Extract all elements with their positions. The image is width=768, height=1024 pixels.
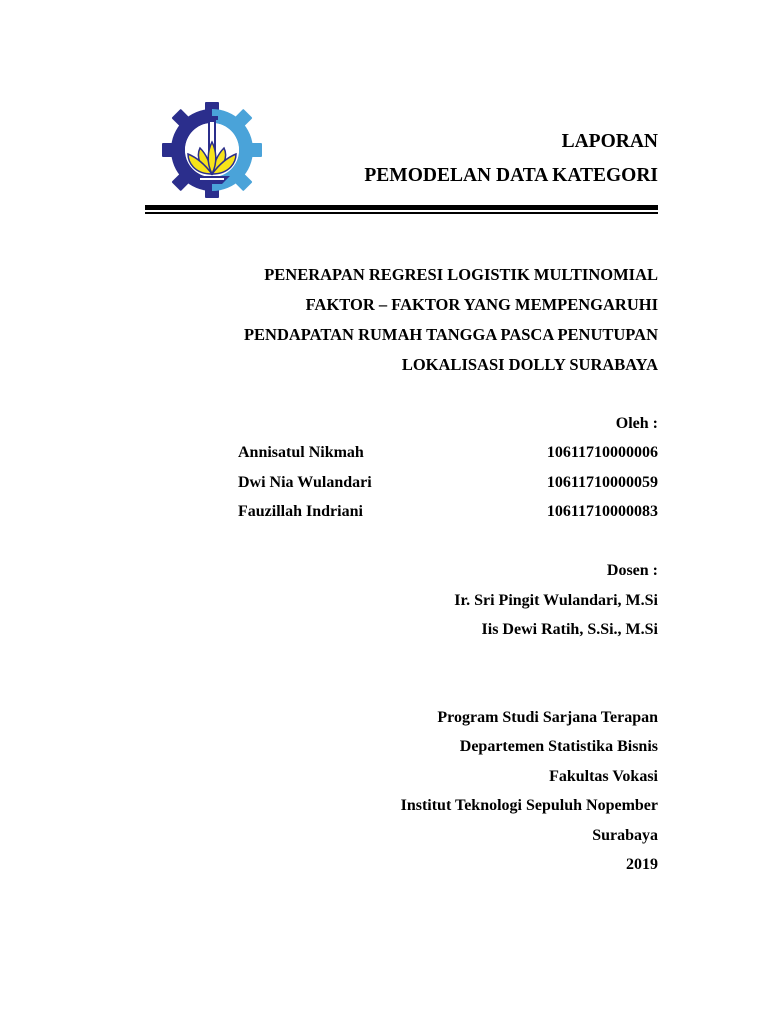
its-institution-logo-icon xyxy=(160,100,264,200)
course-title: PEMODELAN DATA KATEGORI xyxy=(364,165,658,186)
report-type-title: LAPORAN xyxy=(561,131,658,152)
city: Surabaya xyxy=(592,827,658,844)
header-divider-thick xyxy=(145,205,658,210)
study-program: Program Studi Sarjana Terapan xyxy=(437,709,658,726)
report-title-line-1: PENERAPAN REGRESI LOGISTIK MULTINOMIAL xyxy=(264,265,658,284)
lecturer-name: Iis Dewi Ratih, S.Si., M.Si xyxy=(481,621,658,638)
year: 2019 xyxy=(626,856,658,873)
author-name: Fauzillah Indriani xyxy=(238,503,363,520)
authors-label: Oleh : xyxy=(615,415,658,432)
lecturer-name: Ir. Sri Pingit Wulandari, M.Si xyxy=(454,592,658,609)
author-name: Dwi Nia Wulandari xyxy=(238,474,372,491)
lecturers-label: Dosen : xyxy=(606,562,658,579)
department: Departemen Statistika Bisnis xyxy=(459,738,658,755)
report-title-line-4: LOKALISASI DOLLY SURABAYA xyxy=(401,355,658,374)
author-name: Annisatul Nikmah xyxy=(238,444,364,461)
author-id: 10611710000083 xyxy=(546,503,658,520)
faculty: Fakultas Vokasi xyxy=(549,768,658,785)
report-title-line-3: PENDAPATAN RUMAH TANGGA PASCA PENUTUPAN xyxy=(243,325,658,344)
author-id: 10611710000059 xyxy=(546,474,658,491)
institute: Institut Teknologi Sepuluh Nopember xyxy=(400,797,658,814)
header-divider-thin xyxy=(145,212,658,214)
report-title-line-2: FAKTOR – FAKTOR YANG MEMPENGARUHI xyxy=(305,295,658,314)
author-id: 10611710000006 xyxy=(546,444,658,461)
